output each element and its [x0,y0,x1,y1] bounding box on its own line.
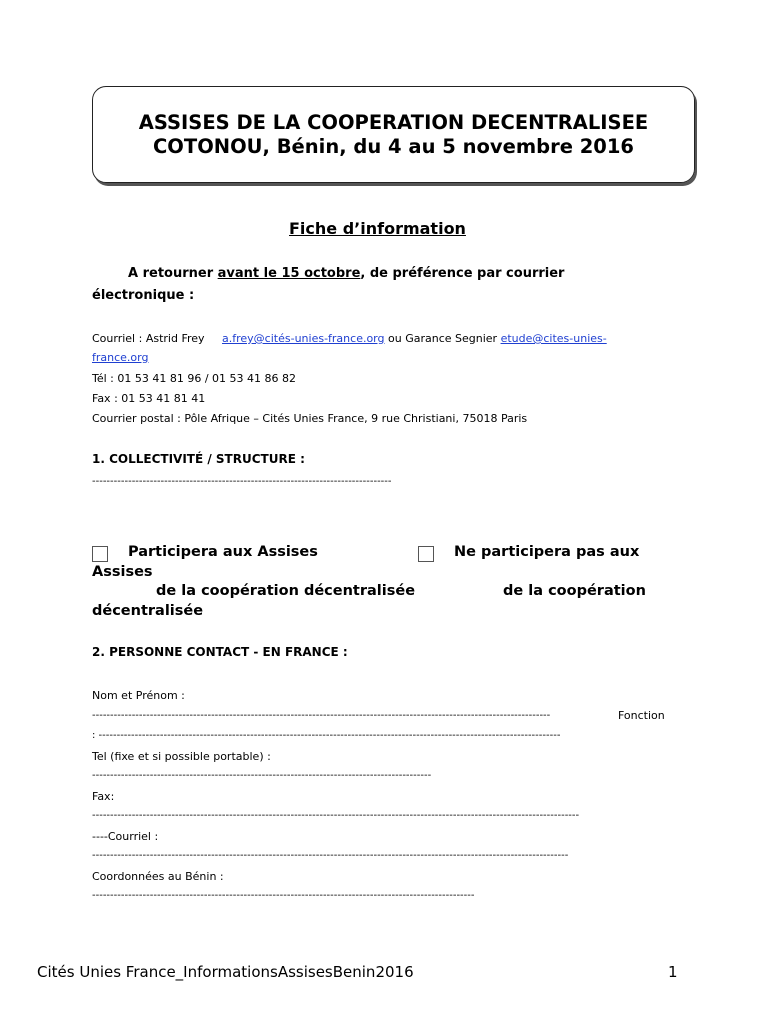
instruction-deadline: avant le 15 octobre [217,266,361,281]
section-1-title: 1. COLLECTIVITÉ / STRUCTURE : [92,452,305,466]
footer-page-number: 1 [668,963,678,981]
checkbox-participera[interactable] [92,546,108,562]
nom-dashes: ------------------------------------------------------------------------------------------------------------------------------- [92,710,551,721]
participation-opt2-line3: de la coopération [503,583,646,599]
courriel-line [92,332,607,345]
courriel-field-label: ----Courriel : [92,830,159,843]
tel-field-dashes: ---------------------------------------------------------------------------------------------- [92,770,432,781]
participation-opt1-line3: de la coopération décentralisée [156,583,416,599]
courriel-field-dashes: ------------------------------------------------------------------------------------------------------------------------------------ [92,850,569,861]
instruction-line-1 [128,266,564,281]
nom-label: Nom et Prénom : [92,689,185,702]
tel-line: Tél : 01 53 41 81 96 / 01 53 41 86 82 [92,372,297,385]
fax-field-label: Fax: [92,790,115,803]
email-link-afrey[interactable]: a.frey@cités-unies-france.org [222,332,385,345]
fax-line: Fax : 01 53 41 81 41 [92,392,206,405]
instruction-line-2: électronique : [92,288,195,303]
instruction-suffix: , de préférence par courrier [360,266,565,281]
footer-doc-name: Cités Unies France_InformationsAssisesBenin2016 [37,963,414,981]
title-line-2: COTONOU, Bénin, du 4 au 5 novembre 2016 [153,134,634,158]
email-link-etude-cont[interactable]: france.org [92,351,149,364]
instruction-prefix: A retourner [128,266,218,281]
participation-assises: Assises [92,564,153,580]
title-line-1: ASSISES DE LA COOPERATION DECENTRALISEE [138,110,649,134]
fonction-label: Fonction [618,709,665,722]
section-2-title: 2. PERSONNE CONTACT - EN FRANCE : [92,645,348,659]
option-ne-participera-pas-label: Ne participera pas aux [454,544,640,560]
courriel-label: Courriel : Astrid Frey [92,332,205,345]
option-participera-label: Participera aux Assises [128,544,318,560]
title-box [92,86,695,183]
tel-field-label: Tel (fixe et si possible portable) : [92,750,271,763]
postal-line: Courrier postal : Pôle Afrique – Cités Unies France, 9 rue Christiani, 75018 Paris [92,412,528,425]
benin-field-label: Coordonnées au Bénin : [92,870,224,883]
checkbox-ne-participera-pas[interactable] [418,546,434,562]
participation-decentralisee: décentralisée [92,603,204,619]
page-heading: Fiche d’information [289,219,466,238]
email-link-etude[interactable]: etude@cites-unies- [500,332,607,345]
section-1-dashes: ----------------------------------------------------------------------------------- [92,476,392,487]
benin-field-dashes: ---------------------------------------------------------------------------------------------------------- [92,890,475,901]
fax-field-dashes: --------------------------------------------------------------------------------------------------------------------------------------- [92,810,580,821]
courriel-line-2 [92,351,148,364]
fonction-dashes: : -------------------------------------------------------------------------------------------------------------------------------- [92,730,561,741]
courriel-between: ou Garance Segnier [384,332,501,345]
